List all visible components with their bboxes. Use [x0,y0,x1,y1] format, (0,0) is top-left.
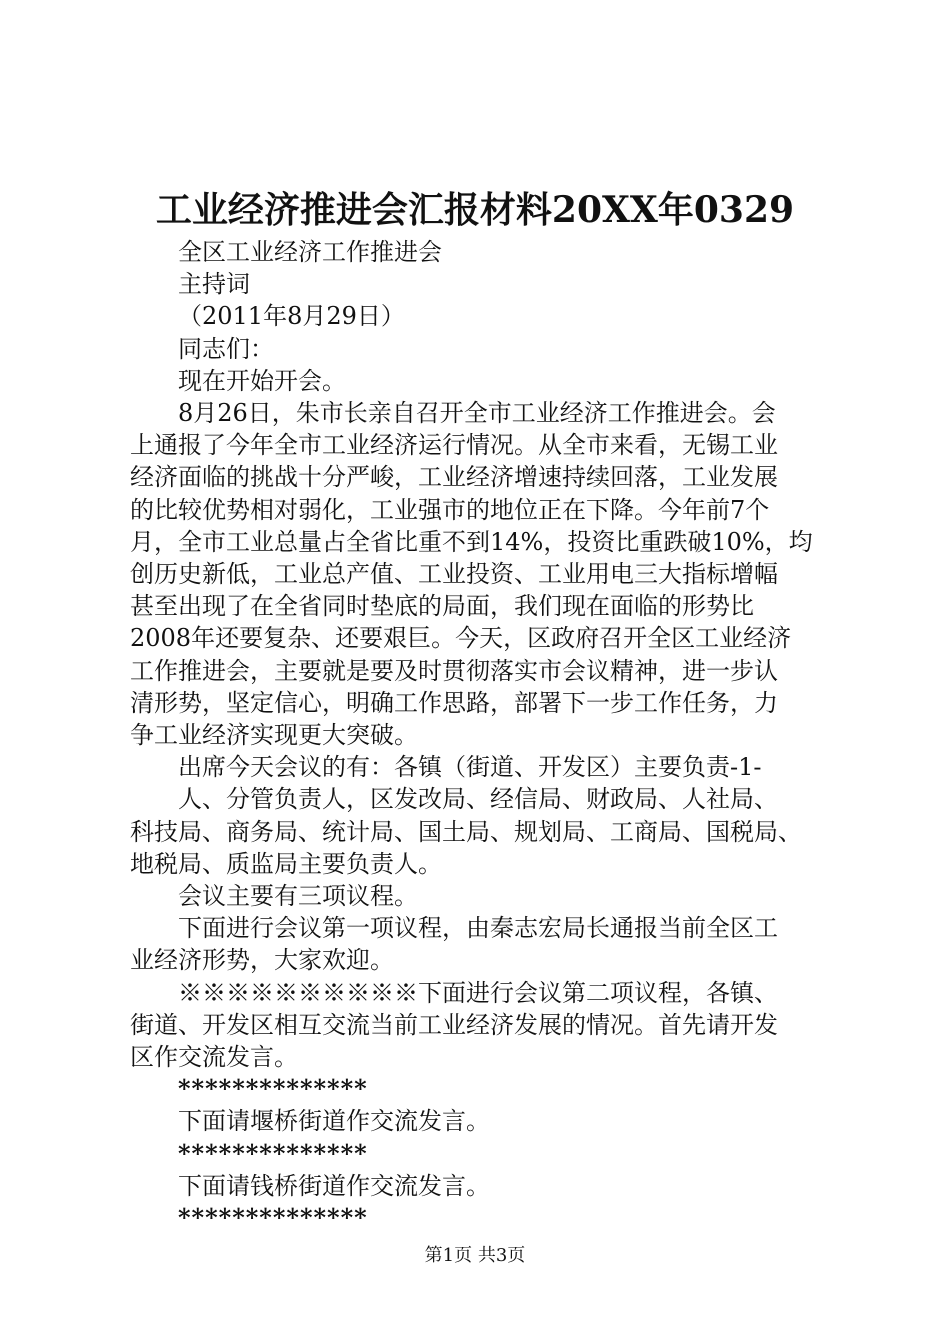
paragraph-attendees [130,751,830,880]
paragraph-line: 科技局、商务局、统计局、国土局、规划局、工商局、国税局、 [130,817,802,846]
paragraph-line: 月，全市工业总量占全省比重不到14%，投资比重跌破10%，均 [130,527,813,556]
paragraph-line: 经济面临的挑战十分严峻，工业经济增速持续回落，工业发展 [130,463,778,492]
separator-stars: ************** [178,1138,368,1168]
paragraph-agenda-two [130,977,830,1074]
paragraph-situation [130,397,830,751]
date-line: （2011年8月29日） [178,302,405,331]
paragraph-line: ※※※※※※※※※※下面进行会议第二项议程，各镇、 [178,978,778,1007]
speaker-line-qianqiao: 下面请钱桥街道作交流发言。 [178,1171,490,1200]
paragraph-line: 业经济形势，大家欢迎。 [130,946,394,975]
paragraph-line: 上通报了今年全市工业经济运行情况。从全市来看，无锡工业 [130,431,778,460]
document-body [130,236,830,1234]
paragraph-line: 区作交流发言。 [130,1043,298,1072]
salutation-line: 同志们： [178,334,274,363]
speech-type-line: 主持词 [178,270,250,299]
separator-stars: ************** [178,1074,368,1104]
paragraph-line: 甚至出现了在全省同时垫底的局面，我们现在面临的形势比 [130,592,754,621]
paragraph-line: 出席今天会议的有：各镇（街道、开发区）主要负责-1- [178,753,762,782]
document-title: 工业经济推进会汇报材料20XX年0329 [155,189,795,231]
paragraph-agenda-one [130,912,830,976]
meeting-name-line: 全区工业经济工作推进会 [178,238,442,266]
paragraph-line: 创历史新低，工业总产值、工业投资、工业用电三大指标增幅 [130,560,778,589]
agenda-line: 会议主要有三项议程。 [178,882,418,911]
opening-line: 现在开始开会。 [178,366,346,395]
paragraph-line: 下面进行会议第一项议程，由秦志宏局长通报当前全区工 [178,914,778,943]
paragraph-line: 2008年还要复杂、还要艰巨。今天，区政府召开全区工业经济 [130,624,792,653]
page-number-footer: 第1页 共3页 [424,1245,526,1266]
paragraph-line: 清形势，坚定信心，明确工作思路，部署下一步工作任务，力 [130,688,778,717]
paragraph-line: 8月26日，朱市长亲自召开全市工业经济工作推进会。会 [178,399,776,428]
paragraph-line: 人、分管负责人，区发改局、经信局、财政局、人社局、 [178,785,778,814]
paragraph-line: 争工业经济实现更大突破。 [130,721,418,750]
speaker-line-yanqiao: 下面请堰桥街道作交流发言。 [178,1107,490,1136]
paragraph-line: 的比较优势相对弱化，工业强市的地位正在下降。今年前7个 [130,495,770,524]
separator-stars: ************** [178,1203,368,1233]
paragraph-line: 地税局、质监局主要负责人。 [130,849,442,878]
paragraph-line: 工作推进会，主要就是要及时贯彻落实市会议精神，进一步认 [130,656,778,685]
paragraph-line: 街道、开发区相互交流当前工业经济发展的情况。首先请开发 [130,1010,778,1039]
